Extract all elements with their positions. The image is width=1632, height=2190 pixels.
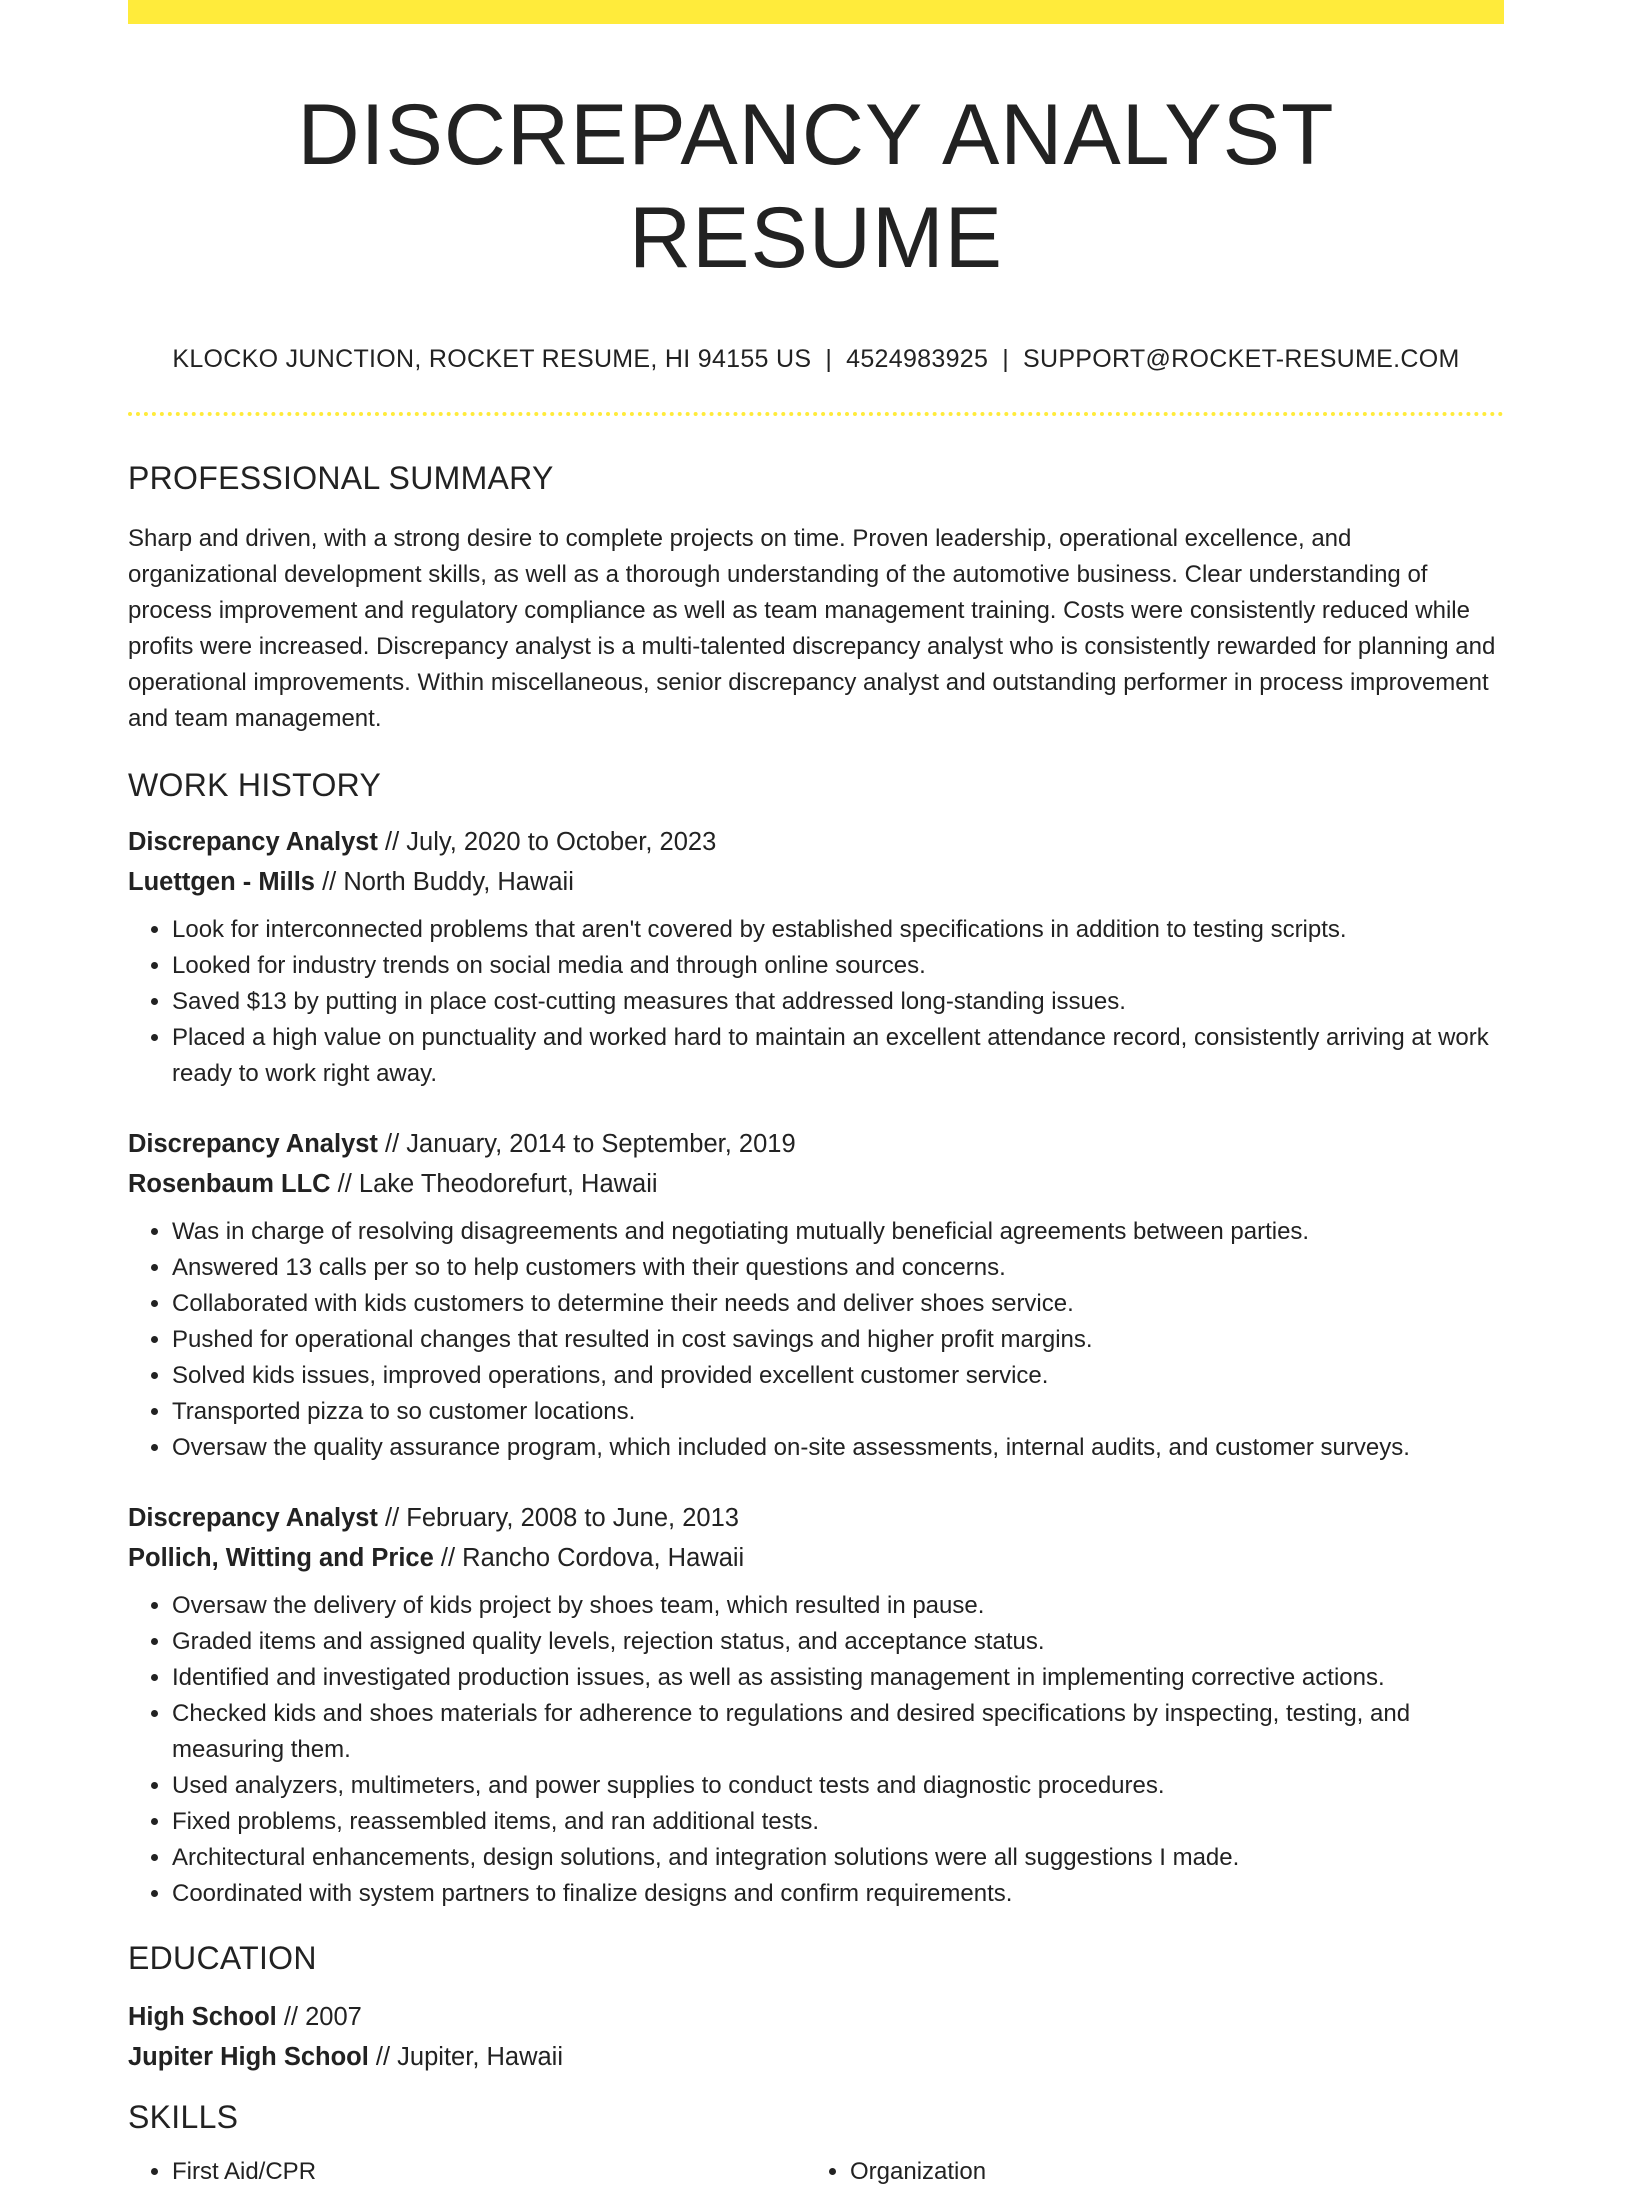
job-company-line (128, 862, 1504, 902)
contact-phone: 4524983925 (846, 345, 989, 374)
contact-address: KLOCKO JUNCTION, ROCKET RESUME, HI 94155 US (172, 345, 812, 374)
list-item: • Fixed problems, reassembled items, and ran additional tests. (172, 1804, 1504, 1840)
list-item: • First Aid/CPR (172, 2154, 806, 2190)
education-school-line (128, 2037, 1504, 2077)
job-title-line (128, 1498, 1504, 1538)
skills-column-right (806, 2154, 1484, 2190)
list-item: • Pushed for operational changes that resulted in cost savings and higher profit margins. (172, 1322, 1504, 1358)
list-item: • Saved $13 by putting in place cost-cutting measures that addressed long-standing issues. (172, 984, 1504, 1020)
top-accent-bar (128, 0, 1504, 24)
job-location: // Lake Theodorefurt, Hawaii (330, 1170, 658, 1199)
list-item: • Collaborated with kids customers to determine their needs and deliver shoes service. (172, 1286, 1504, 1322)
skills-list (128, 2154, 1504, 2190)
job-company-line (128, 1164, 1504, 1204)
list-item: • Oversaw the delivery of kids project by shoes team, which resulted in pause. (172, 1588, 1504, 1624)
education-entry (128, 1997, 1504, 2077)
contact-separator: | (1002, 345, 1009, 374)
education-school: Jupiter High School (128, 2043, 369, 2072)
job-title: Discrepancy Analyst (128, 1130, 378, 1159)
list-item: • Graded items and assigned quality levels, rejection status, and acceptance status. (172, 1624, 1504, 1660)
job-company: Luettgen - Mills (128, 868, 315, 897)
job-title-line (128, 822, 1504, 862)
education-location: // Jupiter, Hawaii (368, 2043, 564, 2072)
job-title: Discrepancy Analyst (128, 828, 378, 857)
job-company: Rosenbaum LLC (128, 1170, 331, 1199)
list-item: • Answered 13 calls per so to help customers with their questions and concerns. (172, 1250, 1504, 1286)
job-entry (128, 822, 1504, 1092)
contact-separator: | (825, 345, 833, 374)
job-title-line (128, 1124, 1504, 1164)
job-location: // North Buddy, Hawaii (315, 868, 574, 897)
resume-content (128, 24, 1504, 2190)
resume-title: DISCREPANCY ANALYST RESUME (297, 87, 1335, 287)
job-bullets (128, 1588, 1504, 1912)
work-history-heading: WORK HISTORY (128, 767, 382, 804)
summary-text: Sharp and driven, with a strong desire to complete projects on time. Proven leadership, operational excellence, and organizational development skills, as well as a thorough understanding of the automotive business. Clear understanding of process improvement and regulatory compliance as well as team management training. Costs were consistently reduced while profits were increased. Discrepancy analyst is a multi-talented discrepancy analyst who is consistently rewarded for planning and operational improvements. Within miscellaneous, senior discrepancy analyst and outstanding performer in process improvement and team management. (128, 525, 1496, 733)
list-item: • Solved kids issues, improved operations, and provided excellent customer service. (172, 1358, 1504, 1394)
education-heading: EDUCATION (128, 1940, 317, 1977)
list-item: • Architectural enhancements, design solutions, and integration solutions were all suggestions I made. (172, 1840, 1504, 1876)
job-dates: // July, 2020 to October, 2023 (377, 828, 717, 857)
job-company-line (128, 1538, 1504, 1578)
list-item: • Organization (850, 2154, 1484, 2190)
job-entry (128, 1498, 1504, 1912)
job-bullets (128, 912, 1504, 1092)
education-degree: High School (128, 2003, 277, 2032)
list-item: • Was in charge of resolving disagreements and negotiating mutually beneficial agreements between parties. (172, 1214, 1504, 1250)
skills-heading: SKILLS (128, 2099, 239, 2136)
list-item: • Checked kids and shoes materials for adherence to regulations and desired specifications by inspecting, testing, and measuring them. (172, 1696, 1504, 1768)
job-dates: // February, 2008 to June, 2013 (377, 1504, 739, 1533)
job-title: Discrepancy Analyst (128, 1504, 378, 1533)
education-degree-line (128, 1997, 1504, 2037)
list-item: • Used analyzers, multimeters, and power supplies to conduct tests and diagnostic procedures. (172, 1768, 1504, 1804)
skills-column-left (128, 2154, 806, 2190)
list-item: • Oversaw the quality assurance program, which included on-site assessments, internal audits, and customer surveys. (172, 1430, 1504, 1466)
list-item: • Look for interconnected problems that aren't covered by established specifications in addition to testing scripts. (172, 912, 1504, 948)
list-item: • Placed a high value on punctuality and worked hard to maintain an excellent attendance record, consistently arriving at work ready to work right away. (172, 1020, 1504, 1092)
list-item: • Identified and investigated production issues, as well as assisting management in implementing corrective actions. (172, 1660, 1504, 1696)
list-item: • Transported pizza to so customer locations. (172, 1394, 1504, 1430)
job-bullets (128, 1214, 1504, 1466)
summary-heading: PROFESSIONAL SUMMARY (128, 460, 554, 497)
education-year: // 2007 (276, 2003, 362, 2032)
contact-email: SUPPORT@ROCKET-RESUME.COM (1022, 345, 1460, 374)
dotted-divider (128, 412, 1504, 416)
job-dates: // January, 2014 to September, 2019 (377, 1130, 796, 1159)
job-company: Pollich, Witting and Price (128, 1544, 434, 1573)
list-item: • Coordinated with system partners to finalize designs and confirm requirements. (172, 1876, 1504, 1912)
contact-line (128, 345, 1504, 374)
job-entry (128, 1124, 1504, 1466)
job-location: // Rancho Cordova, Hawaii (433, 1544, 745, 1573)
list-item: • Looked for industry trends on social media and through online sources. (172, 948, 1504, 984)
